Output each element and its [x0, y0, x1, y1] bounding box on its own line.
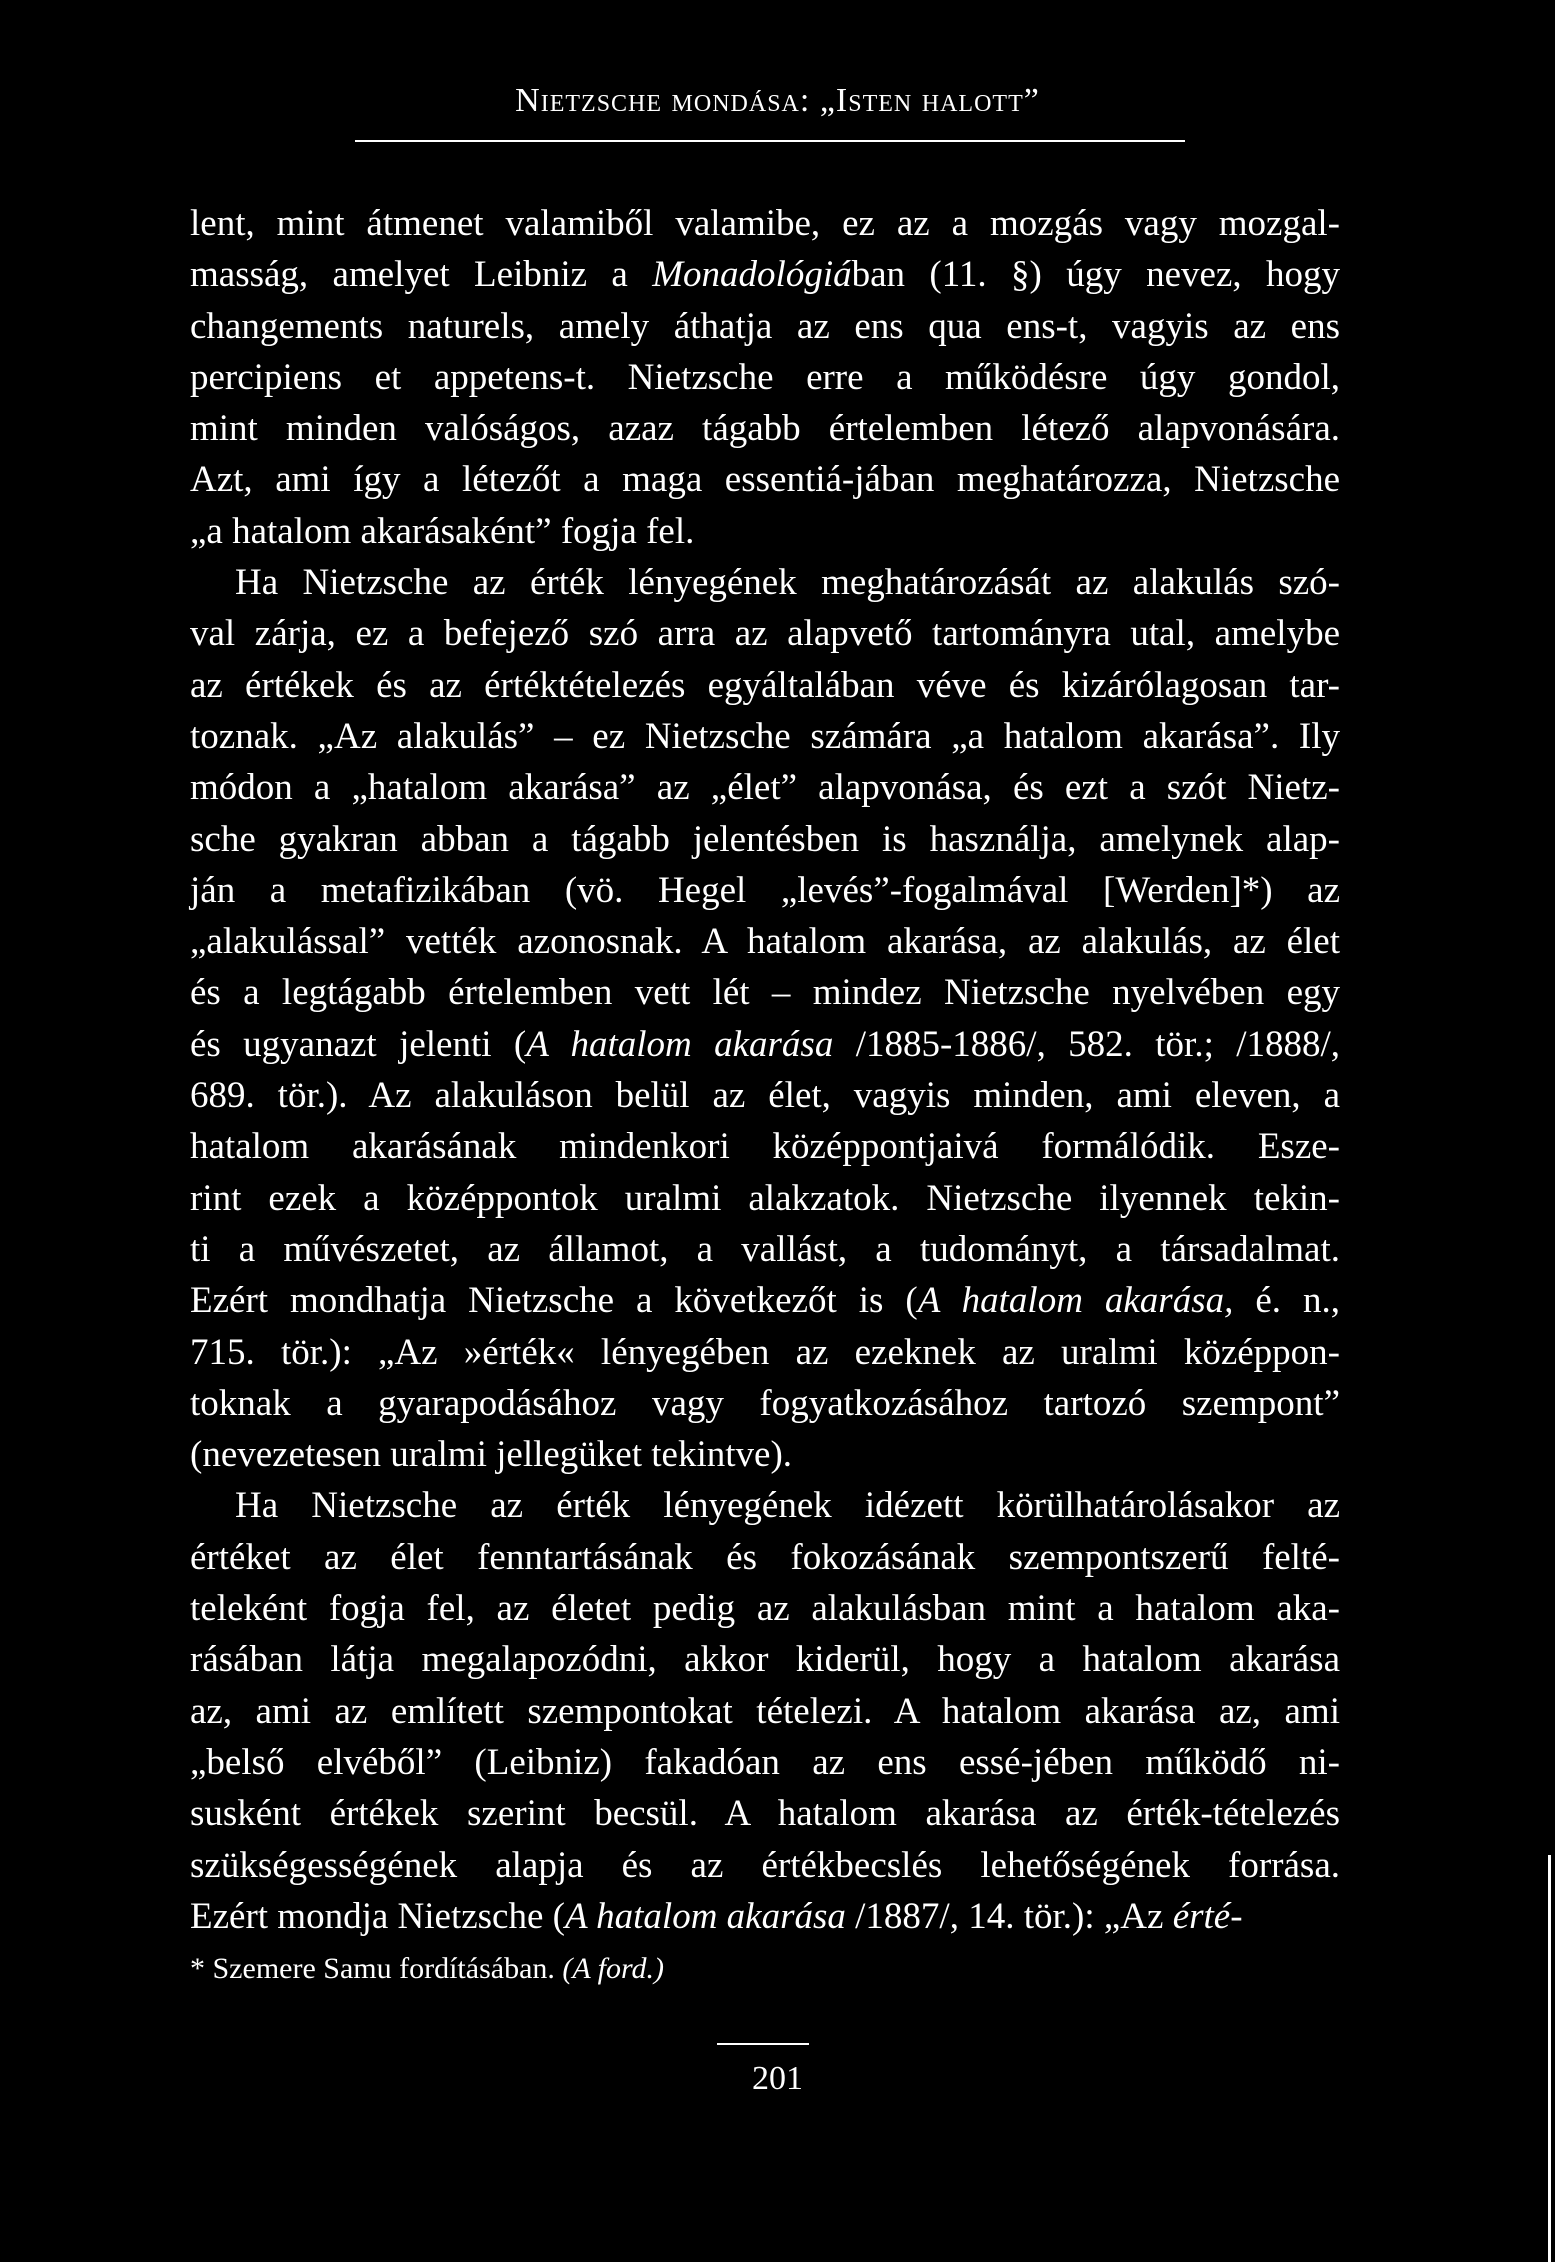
text-line: susként értékek szerint becsül. A hatalom akarása az érték-tételezés: [190, 1793, 1340, 1835]
text-line: teleként fogja fel, az életet pedig az alakulásban mint a hatalom aka-: [190, 1588, 1340, 1630]
running-header: Nietzsche mondása: „Isten halott”: [515, 82, 1040, 119]
text-line: „alakulással” vették azonosnak. A hatalom akarása, az alakulás, az élet: [190, 921, 1340, 963]
text-line: val zárja, ez a befejező szó arra az alapvető tartományra utal, amelybe: [190, 613, 1340, 655]
text-line: módon a „hatalom akarása” az „élet” alapvonása, és ezt a szót Nietz-: [190, 767, 1340, 809]
footnote-marker: *: [190, 1952, 213, 1985]
text-line: Ha Nietzsche az érték lényegének idézett körülhatárolásakor az: [235, 1485, 1340, 1527]
text-line: Ha Nietzsche az érték lényegének meghatározását az alakulás szó-: [235, 562, 1340, 604]
text-line: mint minden valóságos, azaz tágabb értelemben létező alapvonására.: [190, 408, 1340, 450]
text-line: rásában látja megalapozódni, akkor kiderül, hogy a hatalom akarása: [190, 1639, 1340, 1681]
footer-rule: [717, 2043, 809, 2045]
text-line: rint ezek a középpontok uralmi alakzatok. Nietzsche ilyennek tekin-: [190, 1177, 1340, 1219]
text-line: ti a művészetet, az államot, a vallást, a tudományt, a társadalmat.: [190, 1228, 1340, 1270]
text-line: és a legtágabb értelemben vett lét – mindez Nietzsche nyelvében egy: [190, 972, 1340, 1014]
text-line: az, ami az említett szempontokat tételezi. A hatalom akarása az, ami: [190, 1690, 1340, 1732]
text-line: Azt, ami így a létezőt a maga essentiá-jában meghatározza, Nietzsche: [190, 459, 1340, 501]
text-line: értéket az élet fenntartásának és fokozásának szempontszerű felté-: [190, 1536, 1340, 1578]
footnote-text: Szemere Samu fordításában.: [212, 1952, 563, 1985]
text-line: az értékek és az értéktételezés egyáltalában véve és kizárólagosan tar-: [190, 664, 1340, 706]
text-line: percipiens et appetens-t. Nietzsche erre a működésre úgy gondol,: [190, 356, 1340, 398]
text-line: sche gyakran abban a tágabb jelentésben is használja, amelynek alap-: [190, 818, 1340, 860]
text-line: toknak a gyarapodásához vagy fogyatkozásához tartozó szempont”: [190, 1382, 1340, 1424]
text-line: Ezért mondhatja Nietzsche a következőt is (A hatalom akarása, é. n.,: [190, 1280, 1340, 1322]
text-line: „a hatalom akarásaként” fogja fel.: [190, 510, 695, 552]
text-line: changements naturels, amely áthatja az ens qua ens-t, vagyis az ens: [190, 305, 1340, 347]
text-line: 689. tör.). Az alakuláson belül az élet, vagyis minden, ami eleven, a: [190, 1075, 1340, 1117]
page-number: 201: [752, 2060, 803, 2097]
text-line: Ezért mondja Nietzsche (A hatalom akarása /1887/, 14. tör.): „Az érté-: [190, 1895, 1243, 1937]
body-text: [190, 198, 1340, 1942]
text-line: hatalom akarásának mindenkori középpontjaivá formálódik. Esze-: [190, 1126, 1340, 1168]
text-line: toznak. „Az alakulás” – ez Nietzsche számára „a hatalom akarása”. Ily: [190, 715, 1340, 757]
text-line: lent, mint átmenet valamiből valamibe, ez az a mozgás vagy mozgal-: [190, 203, 1340, 244]
text-line: 715. tör.): „Az »érték« lényegében az ezeknek az uralmi középpon-: [190, 1331, 1340, 1373]
text-line: szükségességének alapja és az értékbecslés lehetőségének forrása.: [190, 1844, 1340, 1886]
text-line: (nevezetesen uralmi jellegüket tekintve).: [190, 1434, 793, 1476]
text-line: „belső elvéből” (Leibniz) fakadóan az ens essé-jében működő ni-: [190, 1741, 1340, 1783]
text-line: ján a metafizikában (vö. Hegel „levés”-fogalmával [Werden]*) az: [190, 869, 1340, 911]
footnote: [190, 1952, 664, 1986]
page-edge-mark: [1548, 1855, 1551, 2262]
header-rule: [355, 140, 1185, 142]
text-line: és ugyanazt jelenti (A hatalom akarása /1885-1886/, 582. tör.; /1888/,: [190, 1023, 1341, 1065]
footnote-note: (A ford.): [562, 1952, 665, 1985]
text-line: masság, amelyet Leibniz a Monadológiában (11. §) úgy nevez, hogy: [190, 254, 1340, 296]
